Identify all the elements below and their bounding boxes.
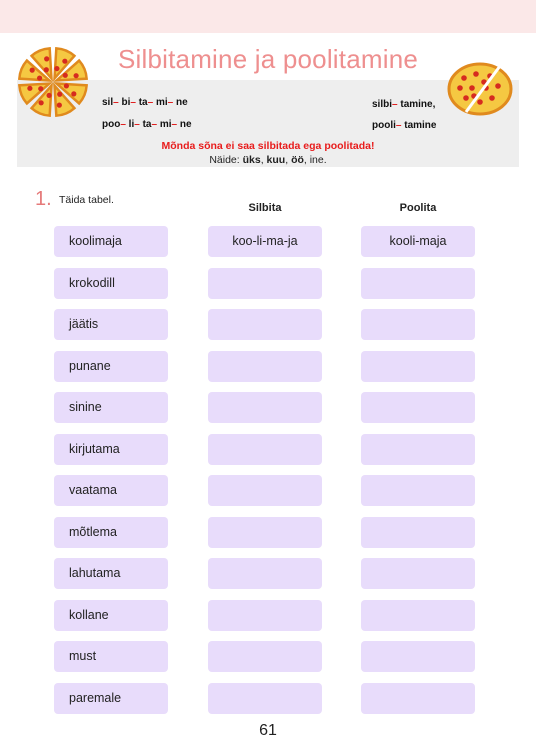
poolita-answer-cell[interactable] [361,683,475,714]
page-title: Silbitamine ja poolitamine [117,44,419,74]
word-cell: punane [54,351,168,382]
silbita-answer-cell[interactable] [208,683,322,714]
silbita-answer-cell[interactable] [208,475,322,506]
silbita-answer-cell[interactable] [208,309,322,340]
silbita-answer-cell[interactable] [208,434,322,465]
word-cell: jäätis [54,309,168,340]
poolita-answer-cell[interactable] [361,268,475,299]
poolita-answer-cell[interactable] [361,351,475,382]
word-cell: must [54,641,168,672]
pizza-slices-icon [17,46,89,118]
word-cell: koolimaja [54,226,168,257]
poolita-answer-cell[interactable] [361,641,475,672]
poolita-answer-cell[interactable] [361,392,475,423]
silbita-answer-cell[interactable] [208,268,322,299]
silbita-answer-cell[interactable]: koo-li-ma-ja [208,226,322,257]
column-header-silbita: Silbita [248,202,282,214]
warning-note: Mõnda sõna ei saa silbitada ega poolitada! [161,140,375,152]
word-cell: sinine [54,392,168,423]
page-number: 61 [259,722,277,739]
example-note: Näide: üks, kuu, öö, ine. [209,154,327,166]
poolita-answer-cell[interactable] [361,600,475,631]
word-cell: kirjutama [54,434,168,465]
syllabification-example-right: silbi– tamine, [372,99,436,110]
word-cell: paremale [54,683,168,714]
column-header-poolita: Poolita [399,202,437,214]
silbita-answer-cell[interactable] [208,517,322,548]
word-cell: mõtlema [54,517,168,548]
word-cell: kollane [54,600,168,631]
poolita-answer-cell[interactable] [361,309,475,340]
hyphenation-example-right: pooli– tamine [372,120,437,131]
silbita-answer-cell[interactable] [208,351,322,382]
silbita-answer-cell[interactable] [208,641,322,672]
syllabification-example: sil– bi– ta– mi– ne [102,97,188,108]
task-instruction: Täida tabel. [59,194,114,206]
word-cell: krokodill [54,268,168,299]
silbita-answer-cell[interactable] [208,558,322,589]
task-number: 1. [35,188,52,210]
poolita-answer-cell[interactable] [361,517,475,548]
word-cell: vaatama [54,475,168,506]
poolita-answer-cell[interactable]: kooli-maja [361,226,475,257]
silbita-answer-cell[interactable] [208,600,322,631]
silbita-answer-cell[interactable] [208,392,322,423]
word-cell: lahutama [54,558,168,589]
poolita-answer-cell[interactable] [361,475,475,506]
hyphenation-example: poo– li– ta– mi– ne [102,119,192,130]
pizza-cut-icon [446,62,514,116]
poolita-answer-cell[interactable] [361,434,475,465]
poolita-answer-cell[interactable] [361,558,475,589]
top-band [0,0,536,33]
